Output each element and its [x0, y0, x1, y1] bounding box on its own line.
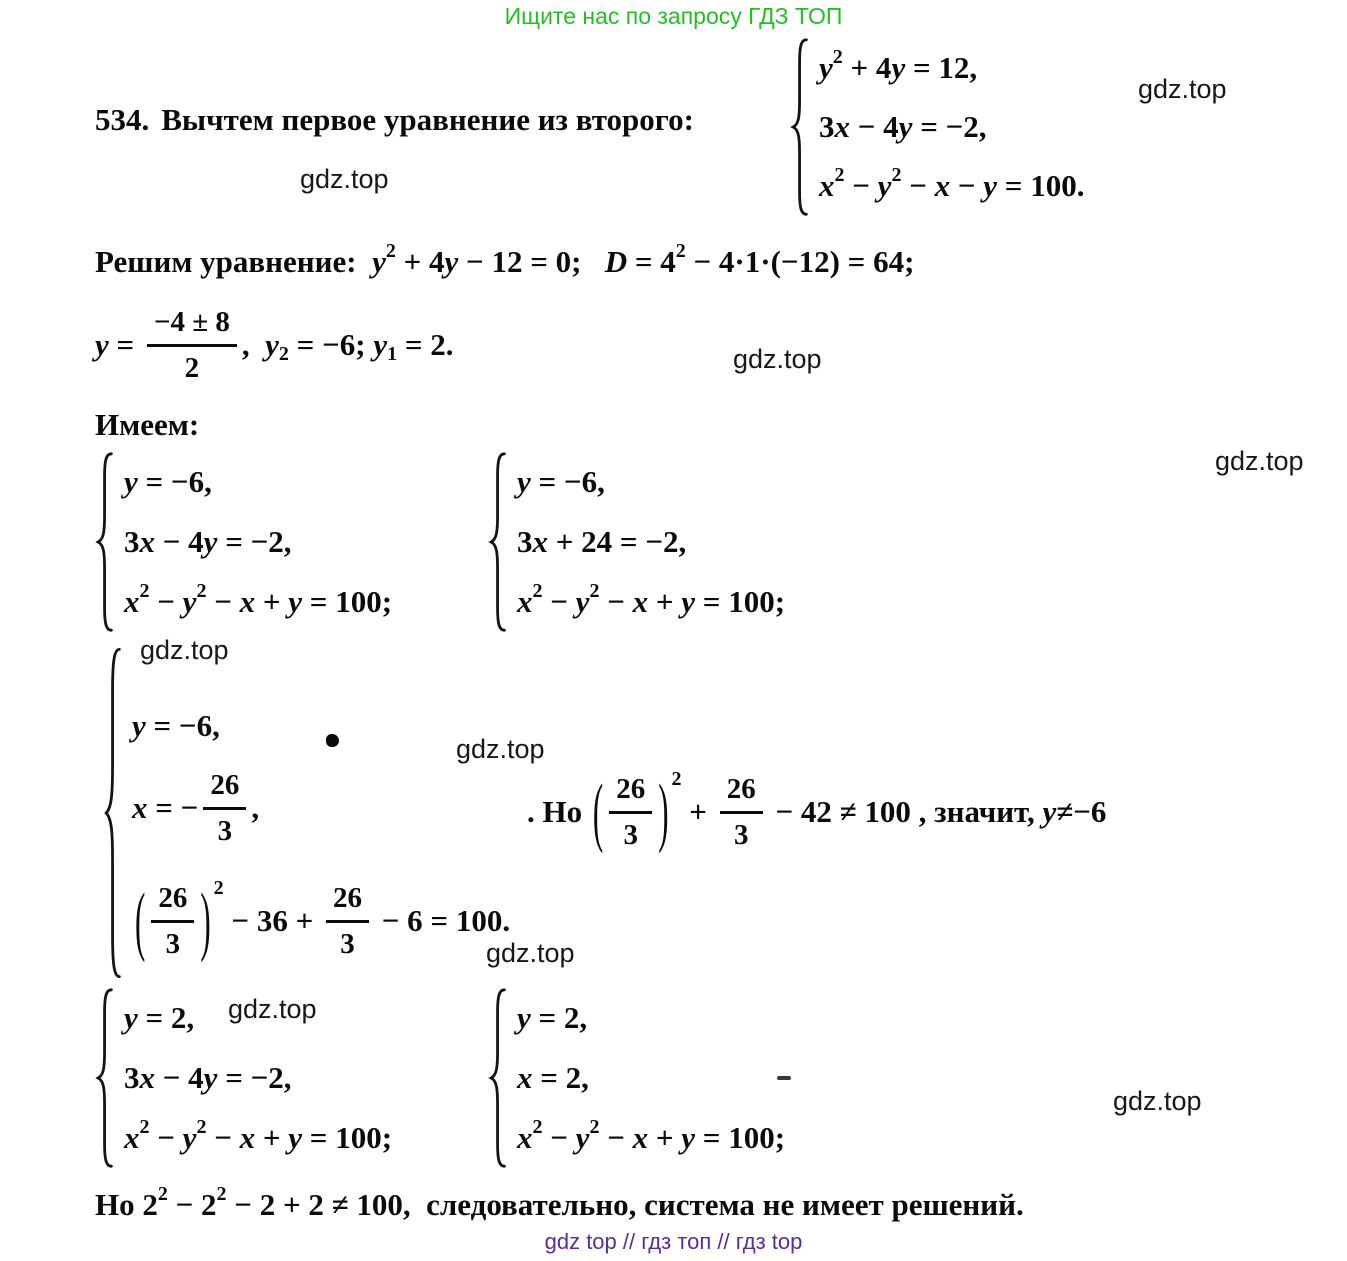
- gdz-top-watermark: gdz.top: [486, 938, 575, 968]
- system-4-rows: [123, 646, 510, 980]
- gdz-top-watermark: gdz.top: [1138, 74, 1227, 104]
- solve-equation-line: Решим уравнение: y 2 + 4 y − 12 = 0; D = 4 2 − 4·1·(−12) = 64;: [95, 239, 915, 279]
- equation: x 2 − y 2 − x + y = 100;: [517, 579, 786, 619]
- problem-statement-line: [95, 96, 694, 144]
- equation: y = −6,: [124, 464, 212, 499]
- ink-dash-artifact: [777, 1076, 791, 1080]
- system-3: [488, 452, 785, 632]
- footer-credits: gdz top // гдз топ // гдз top: [544, 1229, 803, 1254]
- curly-brace-icon: [488, 988, 508, 1168]
- equation: x = − $\frac{26}{3}$ ,: [132, 768, 260, 847]
- curly-brace-icon: [790, 38, 810, 216]
- site-banner: Ищите нас по запросу ГДЗ ТОП: [504, 3, 843, 29]
- equation: y = 2,: [124, 1000, 195, 1035]
- system-2: [95, 452, 392, 632]
- equation: x 2 − y 2 − x + y = 100;: [124, 1115, 393, 1155]
- gdz-top-watermark: gdz.top: [1215, 446, 1304, 476]
- gdz-top-watermark: gdz.top: [140, 635, 229, 665]
- curly-brace-icon: [103, 646, 123, 980]
- equation: y = −6,: [132, 708, 220, 743]
- gdz-top-watermark: gdz.top: [733, 344, 822, 374]
- problem-number: 534.: [95, 102, 150, 137]
- system-6: [488, 988, 785, 1168]
- equation: 3 x − 4 y = −2,: [819, 109, 987, 144]
- equation: x 2 − y 2 − x + y = 100;: [124, 579, 393, 619]
- imeem-label: Имеем:: [95, 407, 200, 442]
- conclusion-line: Но 2 2 − 2 2 − 2 + 2 ≠ 100, следовательно, система не имеет решений.: [95, 1182, 1024, 1222]
- curly-brace-icon: [488, 452, 508, 632]
- gdz-top-watermark: gdz.top: [1113, 1086, 1202, 1116]
- gdz-top-watermark: gdz.top: [456, 734, 545, 764]
- contradiction-line-1: . Но ( $\frac{26}{3}$ ) 2 + $\frac{26}{3}$ − 42 ≠ 100 , значит, y ≠−6: [527, 767, 1107, 855]
- curly-brace-icon: [95, 452, 115, 632]
- system-1-rows: [810, 38, 1084, 216]
- system-1: [790, 38, 1084, 216]
- problem-statement: Вычтем первое уравнение из второго:: [161, 102, 694, 137]
- equation: 3 x − 4 y = −2,: [124, 524, 292, 559]
- gdz-top-watermark: gdz.top: [300, 164, 389, 194]
- curly-brace-icon: [95, 988, 115, 1168]
- system-6-rows: [508, 988, 785, 1168]
- equation: 3 x − 4 y = −2,: [124, 1060, 292, 1095]
- system-3-rows: [508, 452, 785, 632]
- equation: x = 2,: [517, 1060, 589, 1095]
- system-4: [103, 646, 510, 980]
- equation: x 2 − y 2 − x − y = 100.: [819, 163, 1085, 203]
- roots-line: y = $\frac{-4 \pm 8}{2}$ , y 2 = −6; y 1 = 2.: [95, 305, 454, 384]
- equation: x 2 − y 2 − x + y = 100;: [517, 1115, 786, 1155]
- equation: y = 2,: [517, 1000, 588, 1035]
- equation: 3 x + 24 = −2,: [517, 524, 687, 559]
- ink-dot-artifact: [326, 734, 339, 747]
- equation: y 2 + 4 y = 12,: [819, 45, 978, 85]
- gdz-top-watermark: gdz.top: [228, 994, 317, 1024]
- equation: y = −6,: [517, 464, 605, 499]
- equation: ( $\frac{26}{3}$ ) 2 − 36 + $\frac{26}{3}$ − 6 = 100.: [135, 876, 511, 964]
- system-2-rows: [115, 452, 392, 632]
